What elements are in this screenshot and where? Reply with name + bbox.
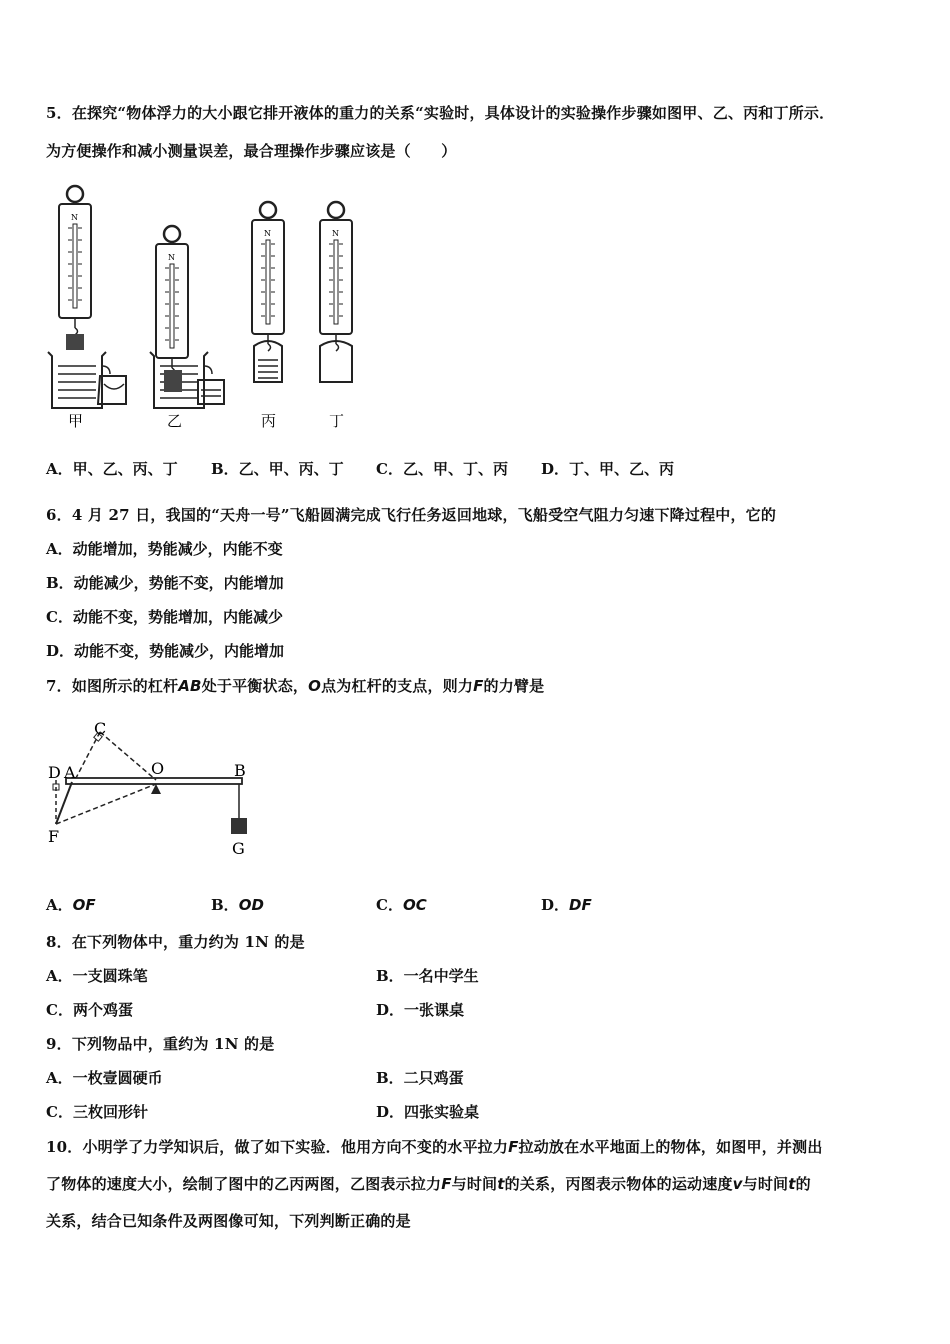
q7-option-b[interactable]: B．OD [211,896,264,914]
q5-option-b[interactable]: B．乙、甲、丙、丁 [211,460,344,478]
label-ding: 丁 [329,412,345,430]
q5-figure [40,180,370,435]
q9-option-a[interactable]: A．一枚壹圆硬币 [46,1069,163,1087]
q7-option-a[interactable]: A．OF [46,896,96,914]
q9-option-b[interactable]: B．二只鸡蛋 [376,1069,464,1087]
label-jia: 甲 [68,412,84,430]
q8-option-c[interactable]: C．两个鸡蛋 [46,1001,133,1019]
q6-option-c[interactable]: C．动能不变，势能增加，内能减少 [46,608,283,626]
svg-text:D: D [48,763,61,782]
label-bing: 丙 [261,412,277,430]
q7-option-c[interactable]: C．OC [376,896,427,914]
svg-text:N: N [264,229,271,238]
q5-option-a[interactable]: A．甲、乙、丙、丁 [46,460,178,478]
svg-text:A: A [64,763,76,782]
q6-option-b[interactable]: B．动能减少，势能不变，内能增加 [46,574,284,592]
q8-option-b[interactable]: B．一名中学生 [376,967,479,985]
q5-stem-line2: 为方便操作和减小测量误差，最合理操作步骤应该是（ ） [46,142,457,160]
q7-option-d[interactable]: D．DF [541,896,592,914]
svg-text:F: F [48,827,60,846]
q5-option-c[interactable]: C．乙、甲、丁、丙 [376,460,508,478]
q5-option-d[interactable]: D．丁、甲、乙、丙 [541,460,675,478]
label-yi: 乙 [167,412,183,430]
q6-option-a[interactable]: A．动能增加，势能减少，内能不变 [46,540,283,558]
svg-text:G: G [232,839,245,858]
q9-option-c[interactable]: C．三枚回形针 [46,1103,148,1121]
q9-option-d[interactable]: D．四张实验桌 [376,1103,480,1121]
q5-stem-line1: 5．在探究“物体浮力的大小跟它排开液体的重力的关系“实验时，具体设计的实验操作步骤如图甲、乙、丙和丁所示． [46,104,835,122]
q6-stem: 6．4 月 27 日，我国的“天舟一号”飞船圆满完成飞行任务返回地球，飞船受空气阻力匀速下降过程中，它的 [46,506,777,524]
q8-option-a[interactable]: A．一支圆珠笔 [46,967,148,985]
q9-stem: 9．下列物品中，重约为 1N 的是 [46,1035,275,1053]
q6-option-d[interactable]: D．动能不变，势能减少，内能增加 [46,642,285,660]
q7-stem: 7．如图所示的杠杆AB处于平衡状态，O点为杠杆的支点，则力F的力臂是 [46,677,545,695]
svg-text:O: O [151,759,165,778]
svg-text:C: C [94,719,107,738]
q7-figure [40,712,260,862]
svg-text:N: N [332,229,339,238]
q10-stem-line3: 关系，结合已知条件及两图像可知，下列判断正确的是 [46,1212,411,1230]
svg-text:B: B [234,761,246,780]
q10-stem-line2: 了物体的速度大小，绘制了图中的乙丙两图，乙图表示拉力F与时间t的关系，丙图表示物体的运动速度v与时间t的 [46,1175,811,1193]
q10-stem-line1: 10．小明学了力学知识后，做了如下实验．他用方向不变的水平拉力F拉动放在水平地面上的物体，如图甲，并测出 [46,1138,823,1156]
q8-option-d[interactable]: D．一张课桌 [376,1001,465,1019]
q8-stem: 8．在下列物体中，重力约为 1N 的是 [46,933,305,951]
svg-text:N: N [168,253,175,262]
svg-text:N: N [71,213,78,222]
